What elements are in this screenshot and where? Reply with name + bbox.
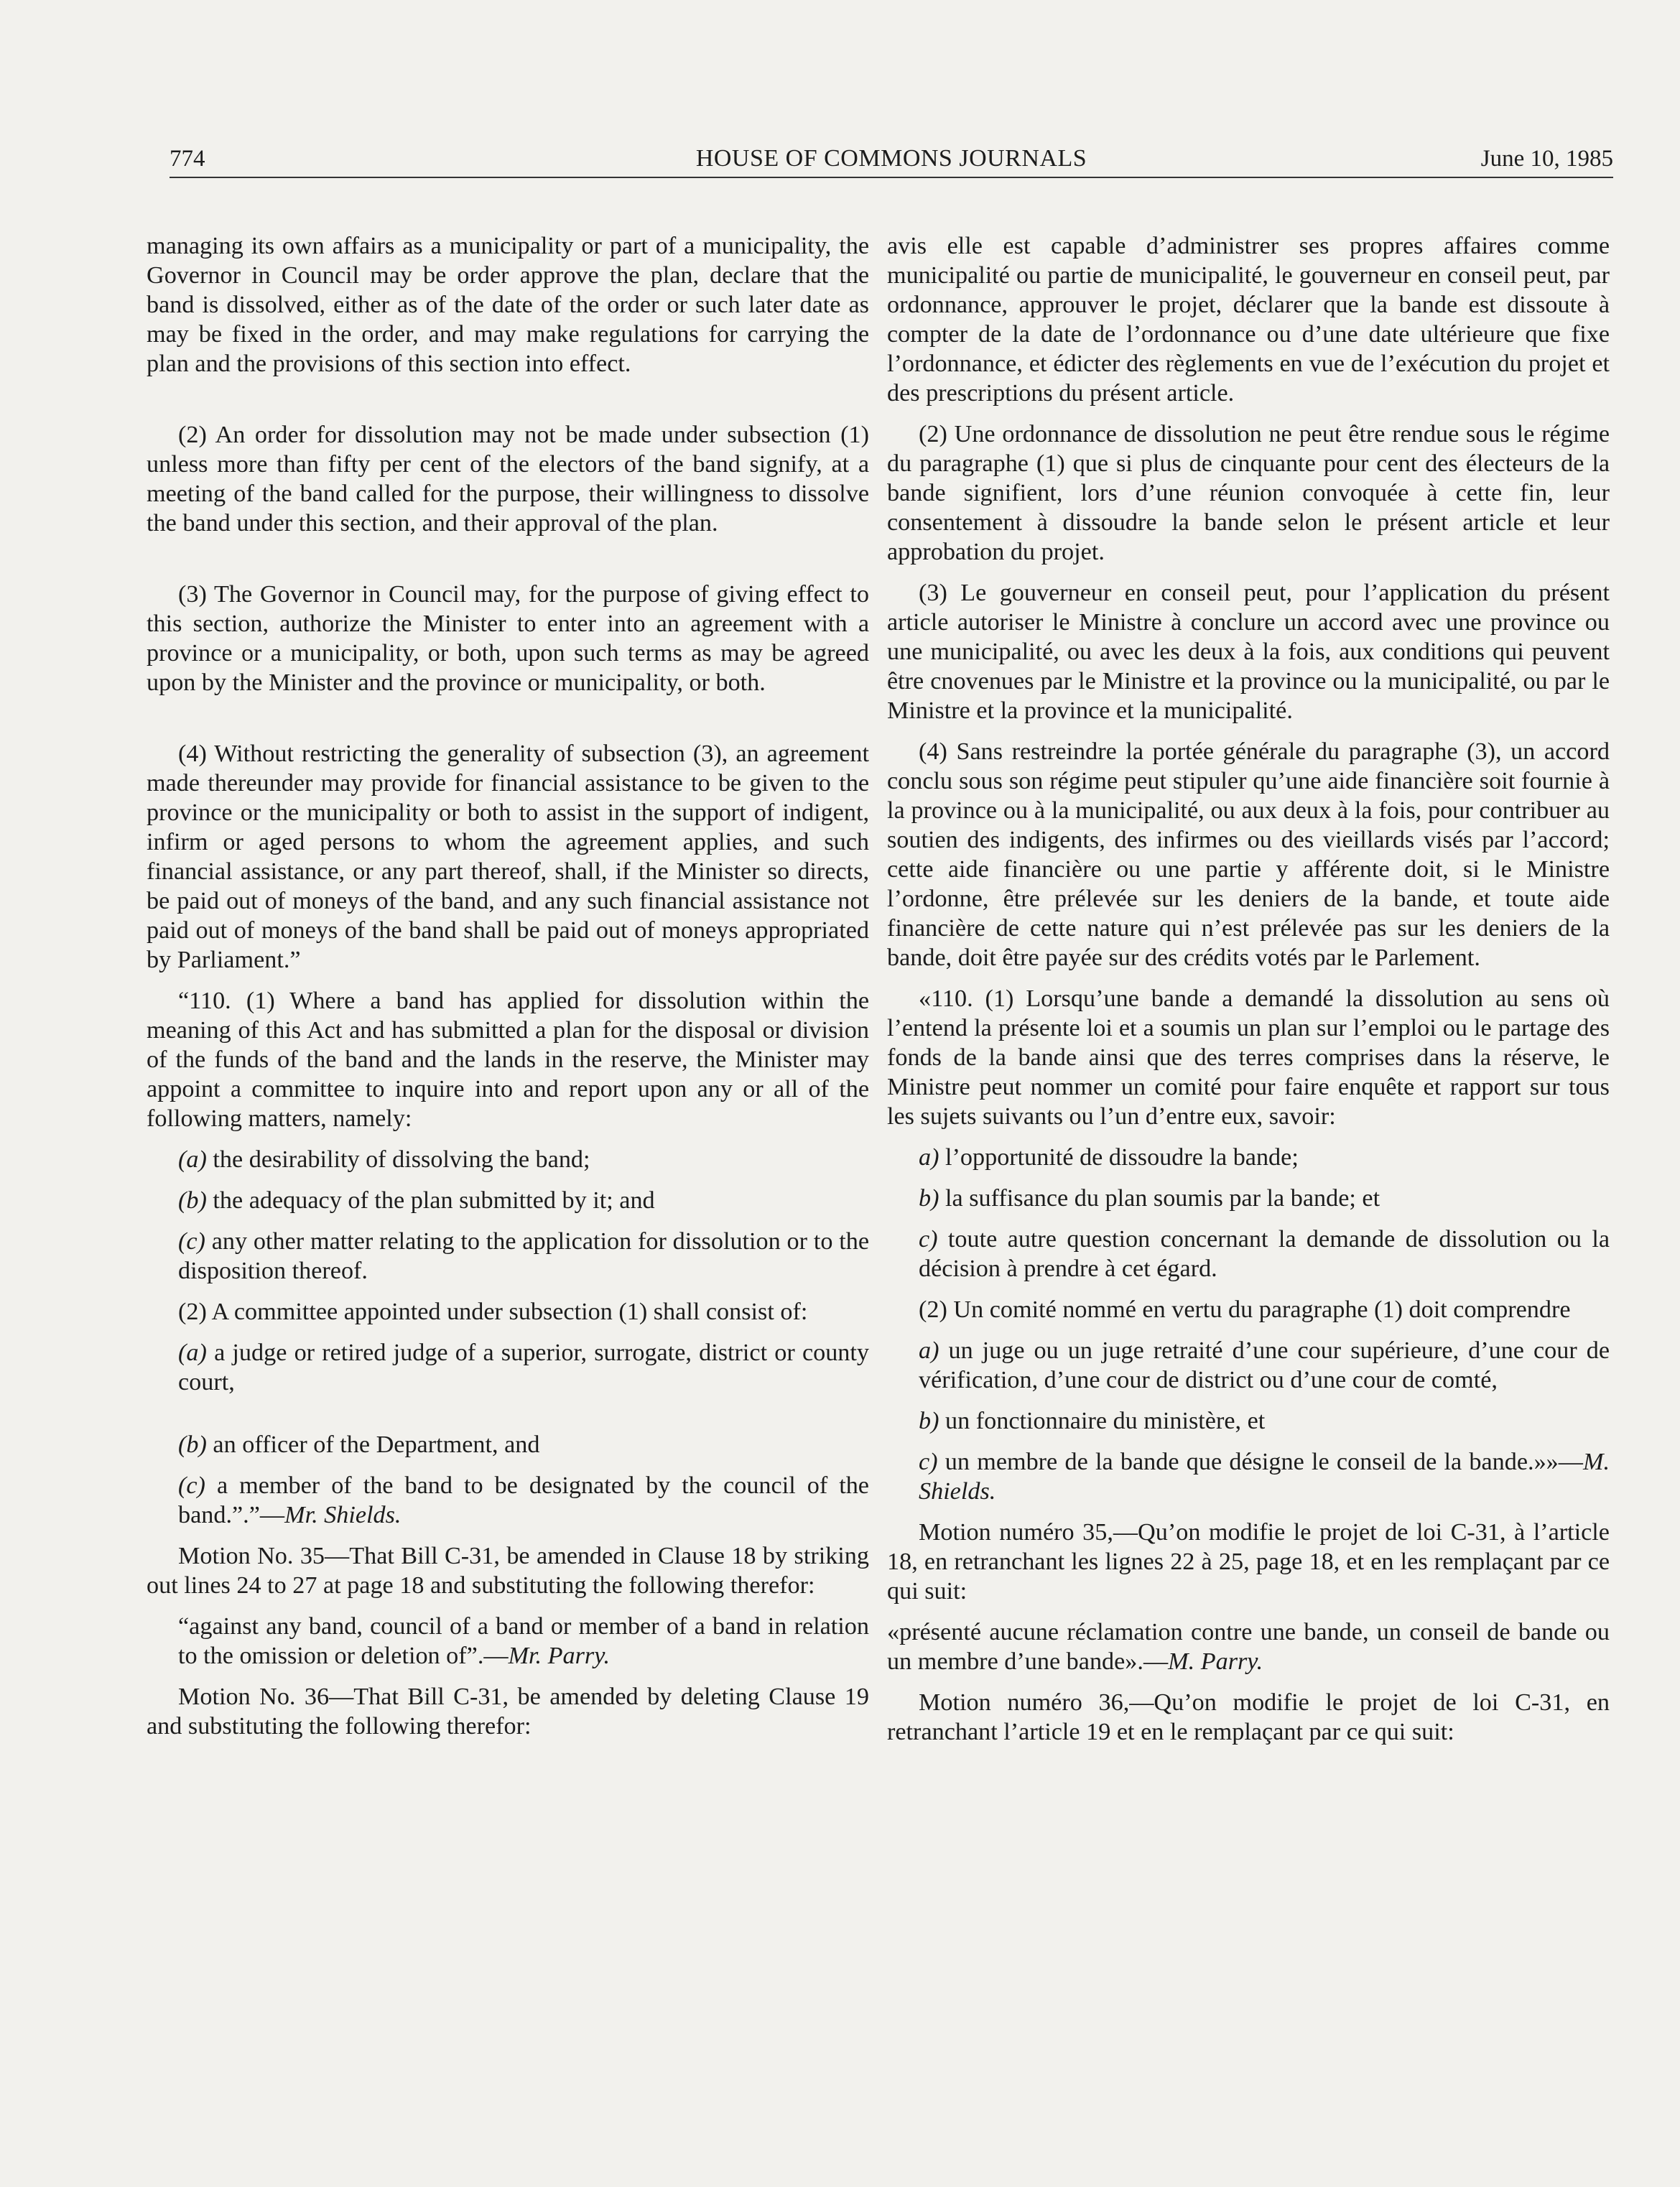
paragraph: (3) Le gouverneur en conseil peut, pour l’application du présent article autoriser le Ministre à conclure un accord avec une province ou une municipalité, ou avec les deux à la fois, aux conditions qui peuvent être cnovenues par le Ministre et la province ou la municipalité, ou par le Ministre et la province et la municipalité. — [887, 580, 1610, 724]
list-item: b) la suffisance du plan soumis par la bande; et — [919, 1185, 1380, 1212]
list-item: b) un fonctionnaire du ministère, et — [919, 1408, 1266, 1434]
list-item: (c) a member of the band to be designated by the council of the band.”.”—Mr. Shields. — [178, 1472, 869, 1528]
page-header — [170, 141, 1613, 178]
journal-date: June 10, 1985 — [1480, 146, 1613, 172]
list-item: a) un juge ou un juge retraité d’une cour supérieure, d’une cour de vérification, d’une cour de district ou d’une cour de comté, — [919, 1337, 1610, 1393]
paragraph: (2) Une ordonnance de dissolution ne peut être rendue sous le régime du paragraphe (1) que si plus de cinquante pour cent des électeurs de la bande signifient, lors d’une réunion convoquée à cette fin, leur consentement à dissoudre la bande selon le présent article et leur approbation du projet. — [887, 421, 1610, 565]
paragraph: “110. (1) Where a band has applied for dissolution within the meaning of this Act and has submitted a plan for the disposal or division of the funds of the band and the lands in the reserve, the Minister may appoint a committee to inquire into and report upon any or all of the following matters, namely: — [147, 988, 869, 1132]
paragraph: (4) Without restricting the generality of subsection (3), an agreement made thereunder may provide for financial assistance to be given to the province or the municipality or both to assist in the support of indigent, infirm or aged persons to whom the agreement applies, and such financial assistance, or any part thereof, shall, if the Minister so directs, be paid out of moneys of the band, and any such financial assistance not paid out of moneys of the band shall be paid out of moneys appropriated by Parliament.” — [147, 740, 869, 973]
signature-parry: M. Parry. — [1168, 1648, 1263, 1675]
english-column — [147, 231, 869, 1752]
french-column — [887, 231, 1610, 1758]
paragraph: managing its own affairs as a municipality or part of a municipality, the Governor in Council may be order approve the plan, declare that the band is dissolved, either as of the date of the order or such later date as may be fixed in the order, and may make regulations for carrying the plan and the provisions of this section into effect. — [147, 233, 869, 377]
list-item: c) un membre de la bande que désigne le conseil de la bande.»»—M. Shields. — [919, 1449, 1610, 1505]
paragraph: avis elle est capable d’administrer ses propres affaires comme municipalité ou partie de municipalité, le gouverneur en conseil peut, par ordonnance, approuver le projet, déclarer que la bande est dissoute à compter de la date de l’ordonnance ou d’une date ultérieure que fixe l’ordonnance, et édicter des règlements en vue de l’exécution du projet et des prescriptions du présent article. — [887, 233, 1610, 407]
motion-36: Motion numéro 36,—Qu’on modifie le projet de loi C-31, en retranchant l’article 19 et en le remplaçant par ce qui suit: — [887, 1689, 1610, 1745]
list-item: (c) any other matter relating to the application for dissolution or to the disposition thereof. — [178, 1228, 869, 1284]
paragraph: «110. (1) Lorsqu’une bande a demandé la dissolution au sens où l’entend la présente loi et a soumis un plan sur l’emploi ou le partage des fonds de la bande ainsi que des terres comprises dans la réserve, le Ministre peut nommer un comité pour faire enquête et rapport sur tous les sujets suivants ou l’un d’entre eux, savoir: — [887, 985, 1610, 1130]
list-item: c) toute autre question concernant la demande de dissolution ou la décision à prendre à cet égard. — [919, 1226, 1610, 1282]
paragraph: (4) Sans restreindre la portée générale du paragraphe (3), un accord conclu sous son régime peut stipuler qu’une aide financière soit fournie à la province ou à la municipalité, ou aux deux à la fois, pour contribuer au soutien des indigents, des infirmes ou des vieillards visés par l’accord; cette aide financière ou une partie y afférente doit, si le Ministre l’ordonne, être prélevée sur les deniers de la bande, et toute aide financière de cette nature qui n’est prélevée pas sur les deniers de la bande, doit être payée sur des crédits votés par le Parlement. — [887, 738, 1610, 971]
page-number: 774 — [170, 146, 205, 172]
paragraph: (2) A committee appointed under subsection (1) shall consist of: — [178, 1299, 808, 1325]
motion-36: Motion No. 36—That Bill C-31, be amended by deleting Clause 19 and substituting the following therefor: — [147, 1684, 869, 1740]
list-item: (a) a judge or retired judge of a superior, surrogate, district or county court, — [178, 1339, 869, 1396]
list-item: a) l’opportunité de dissoudre la bande; — [919, 1144, 1299, 1171]
signature-shields: Mr. Shields. — [284, 1502, 402, 1528]
motion-35-text: “against any band, council of a band or member of a band in relation to the omission or deletion of”.—Mr. Parry. — [178, 1613, 869, 1669]
list-item: (b) an officer of the Department, and — [178, 1431, 540, 1458]
signature-parry: Mr. Parry. — [508, 1643, 611, 1669]
signature-shields: M. Shields. — [919, 1449, 1610, 1505]
paragraph: (3) The Governor in Council may, for the purpose of giving effect to this section, authorize the Minister to enter into an agreement with a province or a municipality, or both, upon such terms as may be agreed upon by the Minister and the province or municipality, or both. — [147, 581, 869, 696]
motion-35-text: «présenté aucune réclamation contre une bande, un conseil de bande ou un membre d’une bande».—M. Parry. — [887, 1619, 1610, 1675]
motion-35: Motion No. 35—That Bill C-31, be amended in Clause 18 by striking out lines 24 to 27 at page 18 and substituting the following therefor: — [147, 1543, 869, 1599]
paragraph: (2) An order for dissolution may not be made under subsection (1) unless more than fifty per cent of the electors of the band signify, at a meeting of the band called for the purpose, their willingness to dissolve the band under this section, and their approval of the plan. — [147, 422, 869, 537]
journal-title: HOUSE OF COMMONS JOURNALS — [695, 145, 1087, 172]
paragraph: (2) Un comité nommé en vertu du paragraphe (1) doit comprendre — [919, 1296, 1571, 1323]
list-item: (a) the desirability of dissolving the band; — [178, 1146, 590, 1173]
motion-35: Motion numéro 35,—Qu’on modifie le projet de loi C-31, à l’article 18, en retranchant les lignes 22 à 25, page 18, et en les remplaçant par ce qui suit: — [887, 1519, 1610, 1605]
list-item: (b) the adequacy of the plan submitted by it; and — [178, 1187, 655, 1214]
